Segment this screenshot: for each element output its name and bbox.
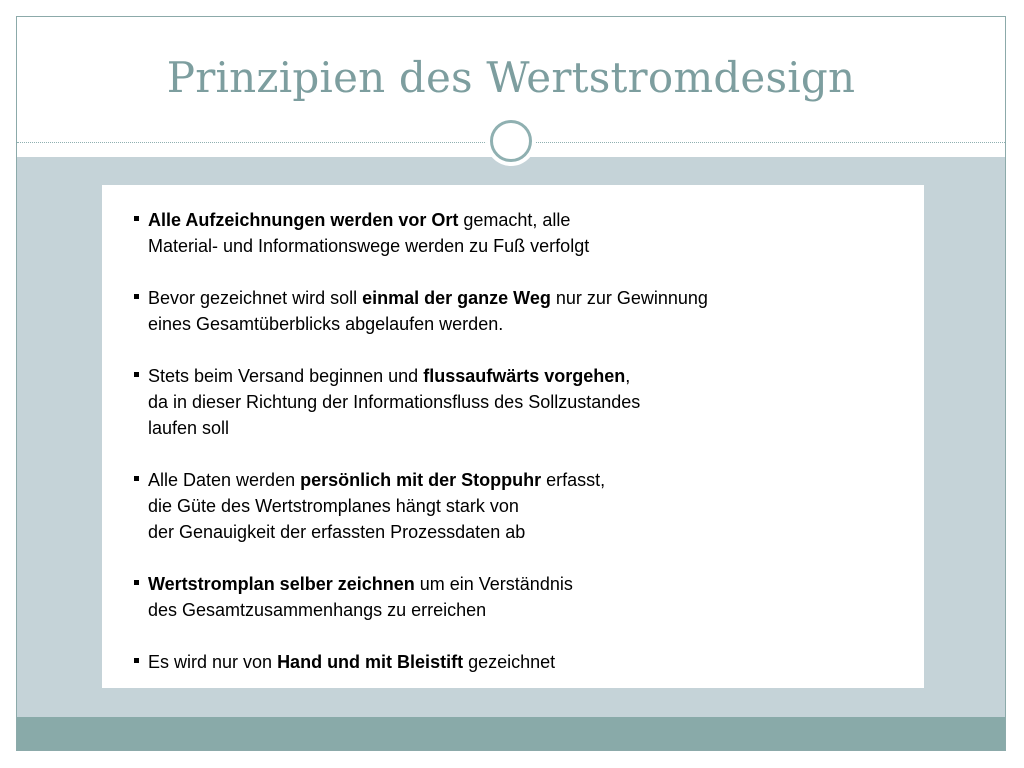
bullet-text-bold: einmal der ganze Weg [362,288,551,308]
bullet-text: da in dieser Richtung der Informationsfluss des Sollzustandes [148,392,641,412]
bullet-line [148,363,904,389]
bullet-text: Alle Daten werden [148,470,301,490]
slide [16,16,1006,751]
bullet-line [148,285,904,311]
bullet-text: gezeichnet [463,652,556,672]
bullet-line [148,467,904,493]
bullet-text: die Güte des Wertstromplanes hängt stark von [148,496,519,516]
bullet-text: nur zur Gewinnung [550,288,708,308]
bullet-marker-icon [134,294,139,299]
bullet-marker-icon [134,216,139,221]
bullet-line [148,597,904,623]
bullet-item [134,649,904,675]
bullet-text: Es wird nur von [148,652,278,672]
bullet-text-bold: flussaufwärts vorgehen [423,366,626,386]
bullet-line [148,207,904,233]
bullet-text: der Genauigkeit der erfassten Prozessdaten ab [148,522,526,542]
bullet-line [148,493,904,519]
bullet-text: Material- und Informationswege werden zu Fuß verfolgt [148,236,590,256]
bottom-band [17,717,1005,751]
bullet-line [148,233,904,259]
content-box [102,185,924,688]
bullet-item [134,207,904,259]
bullet-item [134,363,904,441]
bullet-marker-icon [134,580,139,585]
circle-ornament-icon [486,116,536,166]
bullet-item [134,571,904,623]
bullet-text: erfasst, [541,470,606,490]
bullet-line [148,415,904,441]
bullet-marker-icon [134,372,139,377]
bullet-text: laufen soll [148,418,230,438]
bullet-line [148,311,904,337]
bullet-line [148,571,904,597]
bullet-line [148,649,904,675]
bullet-text: um ein Verständnis [414,574,573,594]
slide-title: Prinzipien des Wertstromdesign [166,53,856,102]
bullet-item [134,285,904,337]
bullet-list [134,207,904,701]
bullet-marker-icon [134,658,139,663]
bullet-line [148,389,904,415]
bullet-text: gemacht, alle [458,210,571,230]
bullet-marker-icon [134,476,139,481]
bullet-text: Bevor gezeichnet wird soll [148,288,363,308]
bullet-text-bold: Hand und mit Bleistift [277,652,464,672]
bullet-text-bold: Wertstromplan selber zeichnen [148,574,415,594]
bullet-text-bold: Alle Aufzeichnungen werden vor Ort [148,210,459,230]
bullet-text: Stets beim Versand beginnen und [148,366,424,386]
bullet-text: des Gesamtzusammenhangs zu erreichen [148,600,487,620]
bullet-line [148,519,904,545]
ornament-ring [490,120,532,162]
bullet-text: eines Gesamtüberblicks abgelaufen werden. [148,314,504,334]
bullet-text: , [625,366,631,386]
bullet-text-bold: persönlich mit der Stoppuhr [300,470,542,490]
bullet-item [134,467,904,545]
